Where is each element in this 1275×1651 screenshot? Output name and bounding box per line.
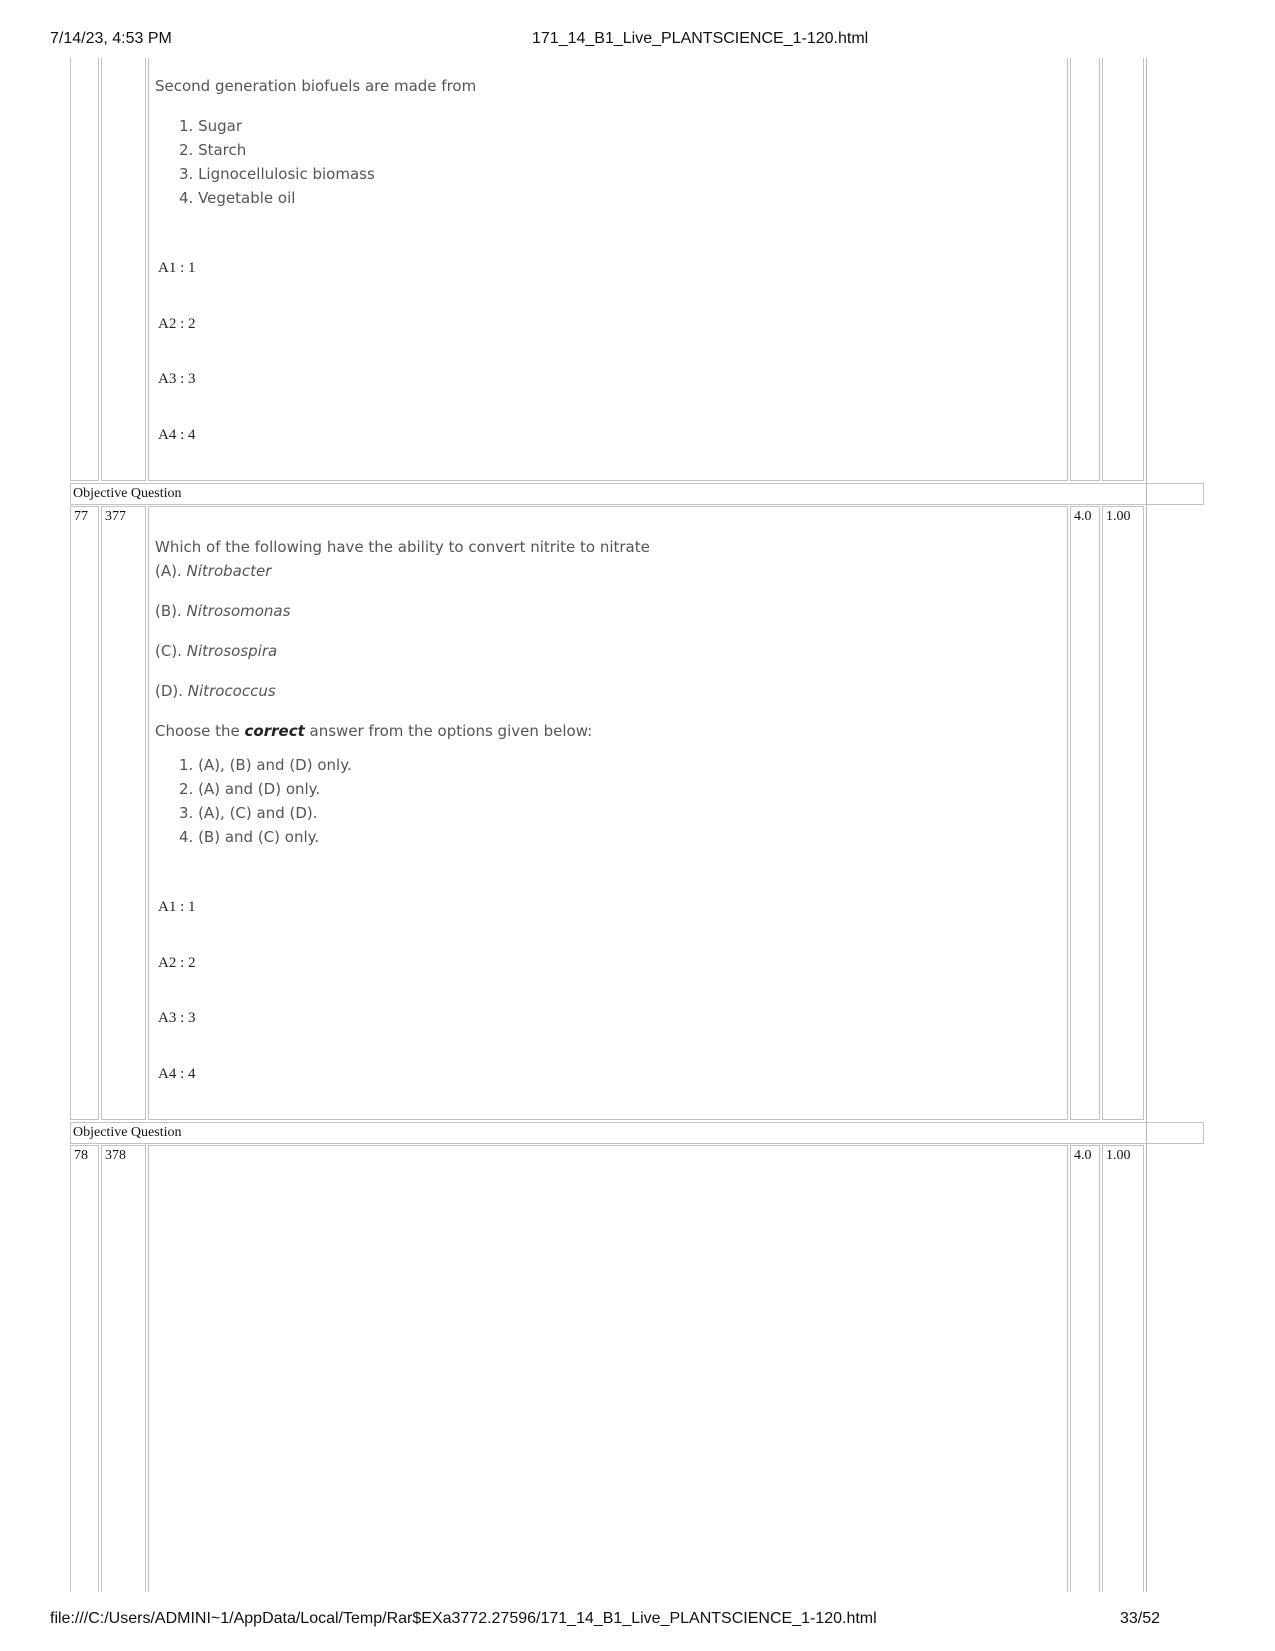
answer-option-3: A3 : 3	[158, 1010, 196, 1026]
question-77-row	[70, 506, 1204, 1120]
answer-option-2: A2 : 2	[158, 316, 196, 332]
option-item: 4. Vegetable oil	[179, 189, 296, 207]
option-item: 2. (A) and (D) only.	[179, 780, 321, 798]
answer-option-4: A4 : 4	[158, 1066, 196, 1082]
qid-cell	[101, 58, 146, 481]
question-78-row	[70, 1145, 1204, 1592]
organism-name: Nitrosomonas	[186, 602, 291, 620]
option-item: 1. Sugar	[179, 117, 242, 135]
answer-option-4: A4 : 4	[158, 427, 196, 443]
table-border-right	[1146, 58, 1147, 1592]
page-number: 33/52	[1120, 1610, 1161, 1627]
question-76-row	[70, 58, 1204, 482]
option-list	[155, 753, 352, 849]
marks-cell	[1070, 58, 1100, 481]
answer-option-3: A3 : 3	[158, 371, 196, 387]
section-label: Objective Question	[70, 1122, 1204, 1144]
marks: 4.0	[1070, 506, 1100, 1120]
item-label: (A).	[155, 562, 187, 580]
negative-marks: 1.00	[1102, 1145, 1144, 1592]
question-table	[70, 58, 1204, 1592]
sno-cell	[70, 58, 99, 481]
print-file-path: file:///C:/Users/ADMINI~1/AppData/Local/Temp/Rar$EXa3772.27596/171_14_B1_Live_PLANTSCIENCE_1-120.html	[50, 1610, 877, 1627]
item-label: (C).	[155, 642, 187, 660]
organism-name: Nitrosospira	[186, 642, 278, 660]
question-body-cell	[148, 1145, 1068, 1592]
organism-name: Nitrobacter	[186, 562, 272, 580]
item-label: (B).	[155, 602, 187, 620]
answer-option-2: A2 : 2	[158, 955, 196, 971]
serial-number: 78	[70, 1145, 99, 1592]
option-item: 3. Lignocellulosic biomass	[179, 165, 375, 183]
marks: 4.0	[1070, 1145, 1100, 1592]
print-document-title: 171_14_B1_Live_PLANTSCIENCE_1-120.html	[532, 30, 869, 47]
item-label: (D).	[155, 682, 188, 700]
instruction-text: Choose the correct answer from the options given below:	[155, 722, 593, 740]
negative-marks: 1.00	[1102, 506, 1144, 1120]
question-body-cell	[148, 506, 1068, 1120]
answer-option-1: A1 : 1	[158, 260, 196, 276]
question-body-cell	[148, 58, 1068, 481]
print-datetime: 7/14/23, 4:53 PM	[50, 30, 172, 47]
question-stem: Which of the following have the ability to convert nitrite to nitrate	[155, 538, 650, 556]
option-item: 3. (A), (C) and (D).	[179, 804, 318, 822]
question-id: 377	[101, 506, 146, 1120]
option-item: 2. Starch	[179, 141, 247, 159]
question-id: 378	[101, 1145, 146, 1592]
option-item: 1. (A), (B) and (D) only.	[179, 756, 352, 774]
organism-name: Nitrococcus	[187, 682, 276, 700]
section-label: Objective Question	[70, 483, 1204, 505]
answer-option-1: A1 : 1	[158, 899, 196, 915]
serial-number: 77	[70, 506, 99, 1120]
question-stem: Second generation biofuels are made from	[155, 77, 477, 95]
option-item: 4. (B) and (C) only.	[179, 828, 320, 846]
option-list	[155, 114, 375, 210]
negative-marks-cell	[1102, 58, 1144, 481]
